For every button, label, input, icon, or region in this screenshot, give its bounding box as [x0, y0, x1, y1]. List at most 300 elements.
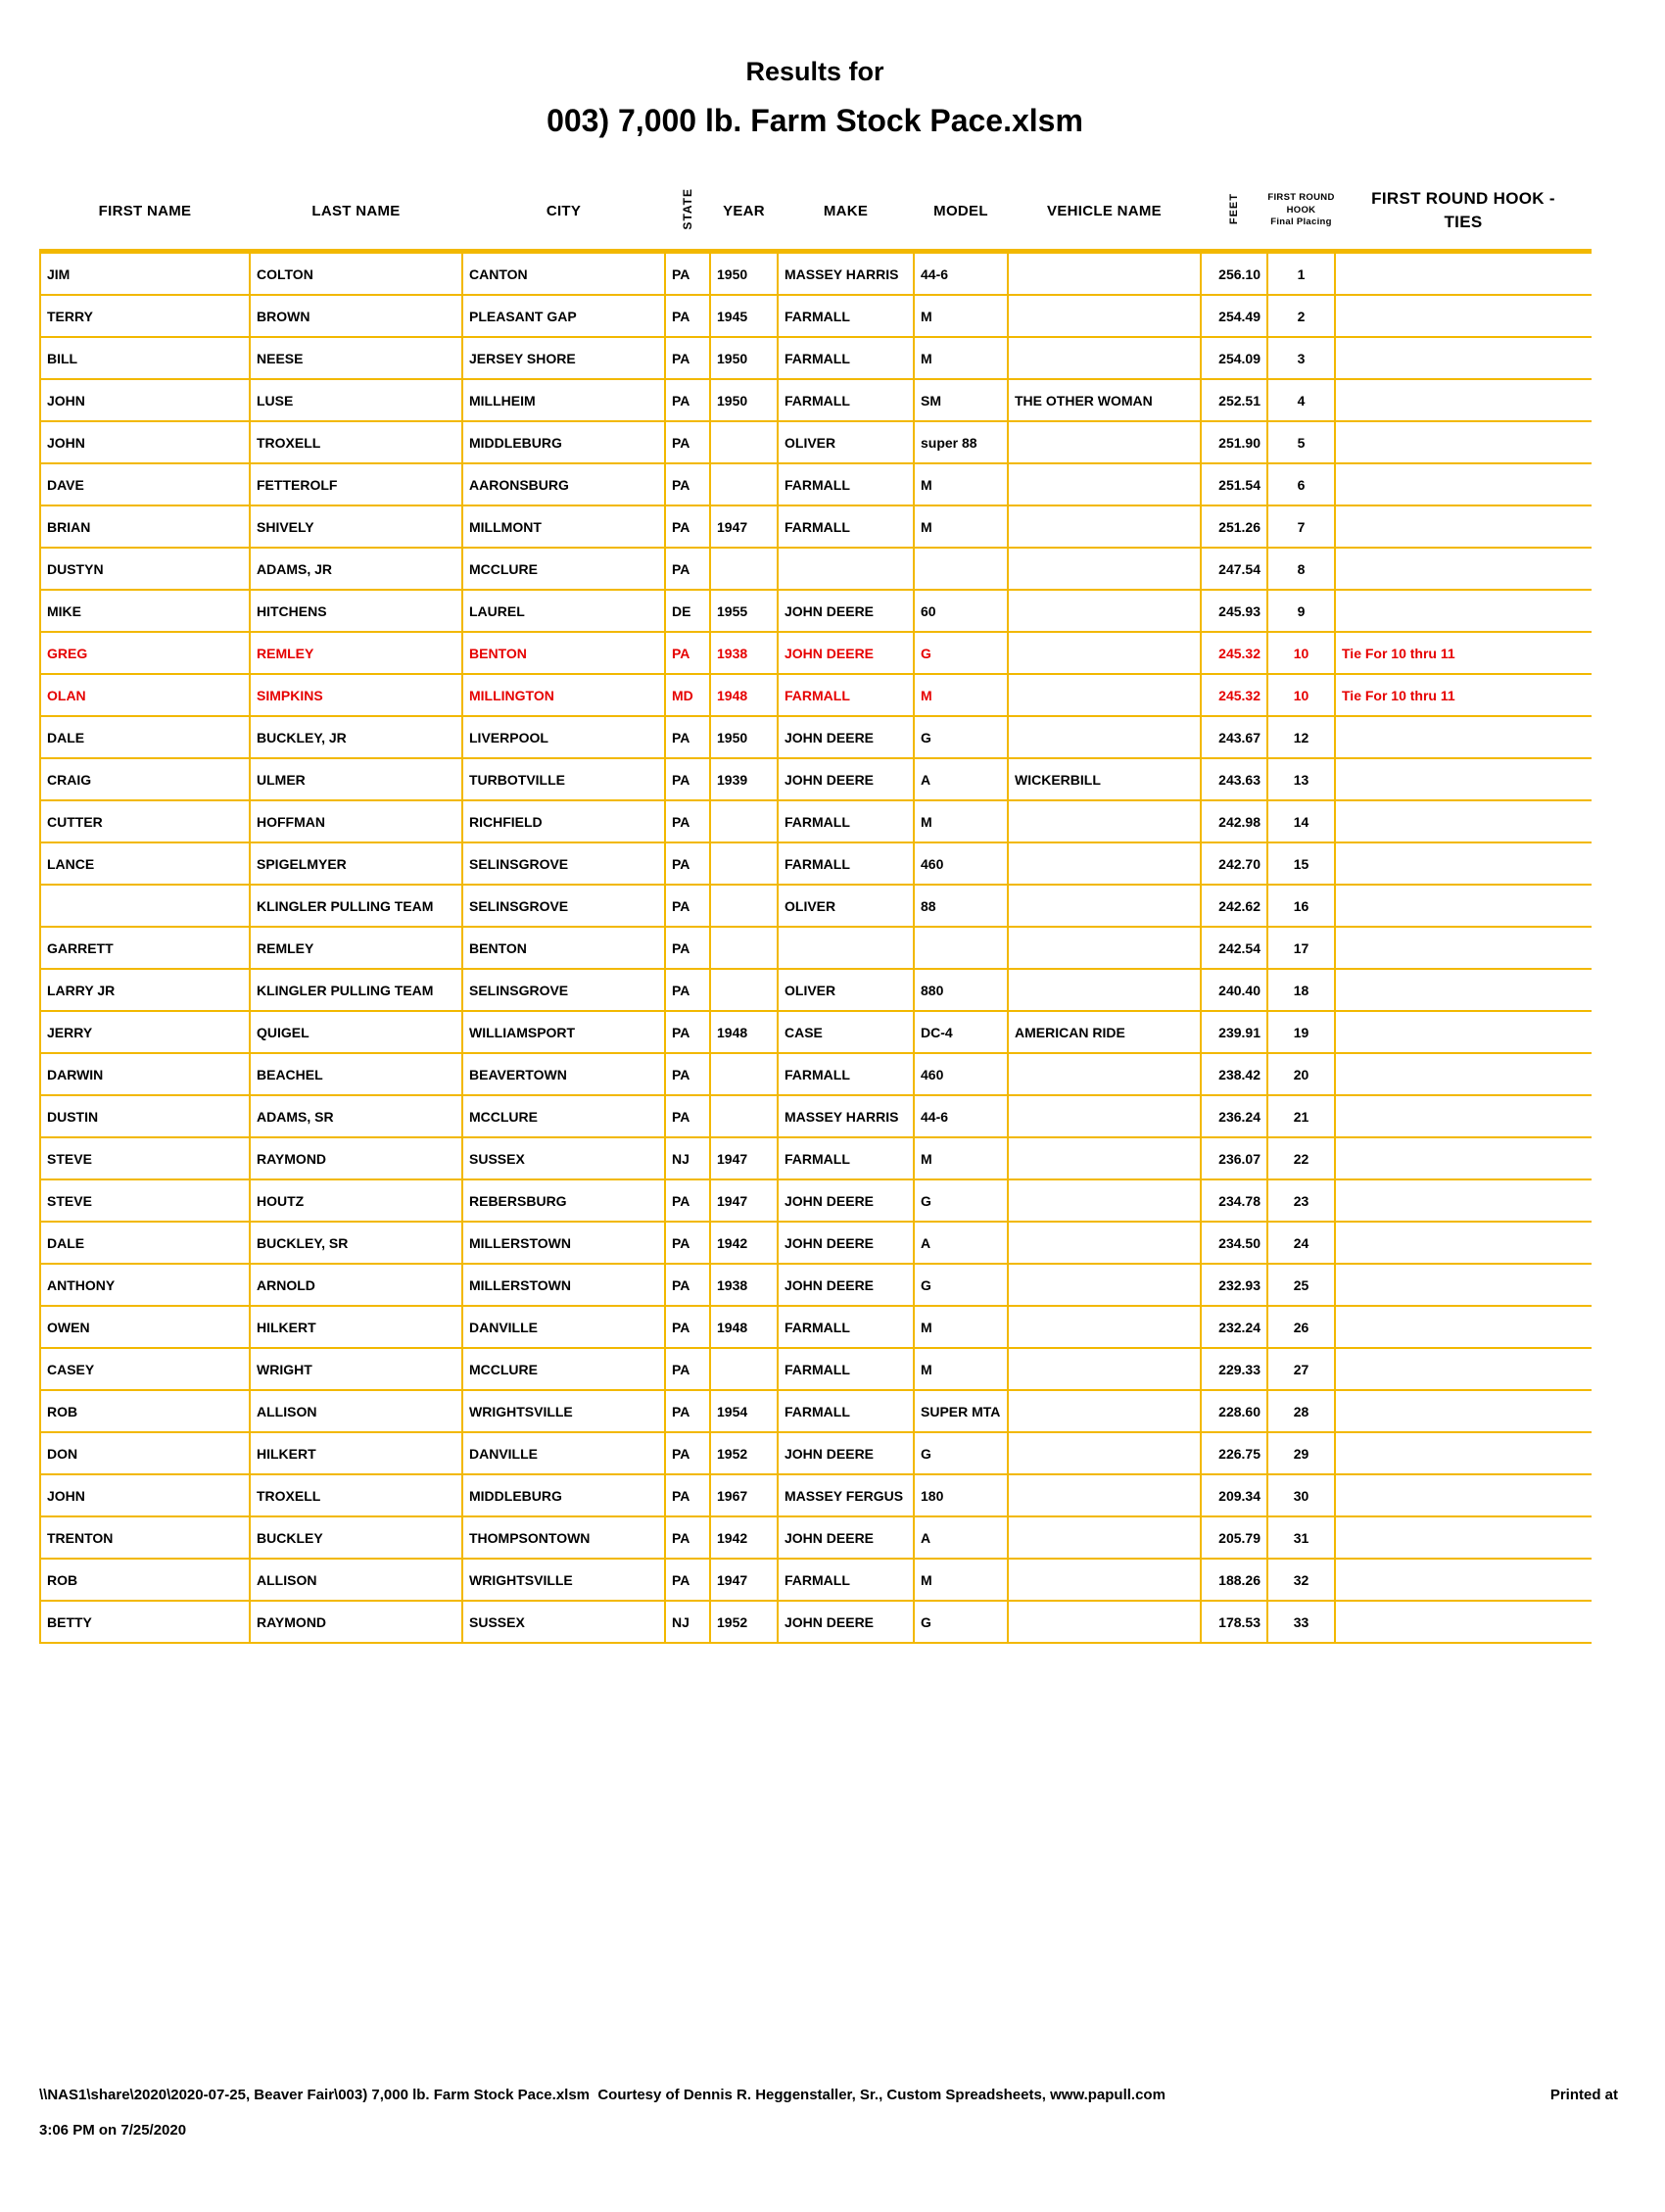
cell-make: OLIVER [778, 421, 914, 463]
cell-vehicle-name [1008, 1432, 1201, 1474]
cell-last-name: ALLISON [250, 1390, 462, 1432]
cell-city: THOMPSONTOWN [462, 1516, 665, 1559]
cell-model: G [914, 632, 1008, 674]
cell-city: SELINSGROVE [462, 969, 665, 1011]
cell-vehicle-name [1008, 337, 1201, 379]
cell-make [778, 927, 914, 969]
page-title [39, 57, 1591, 139]
cell-ties [1335, 548, 1592, 590]
table-row [40, 337, 1592, 379]
cell-model: 44-6 [914, 252, 1008, 296]
cell-final-placing: 5 [1267, 421, 1335, 463]
table-row [40, 1390, 1592, 1432]
cell-ties [1335, 1222, 1592, 1264]
cell-city: WRIGHTSVILLE [462, 1390, 665, 1432]
cell-state: PA [665, 295, 710, 337]
cell-state: MD [665, 674, 710, 716]
cell-feet: 205.79 [1201, 1516, 1267, 1559]
cell-vehicle-name [1008, 548, 1201, 590]
cell-vehicle-name [1008, 842, 1201, 885]
cell-last-name: ALLISON [250, 1559, 462, 1601]
cell-vehicle-name [1008, 1137, 1201, 1179]
cell-vehicle-name [1008, 716, 1201, 758]
cell-city: MIDDLEBURG [462, 421, 665, 463]
cell-first-name: CUTTER [40, 800, 250, 842]
cell-vehicle-name [1008, 969, 1201, 1011]
cell-city: MILLHEIM [462, 379, 665, 421]
cell-feet: 243.63 [1201, 758, 1267, 800]
cell-vehicle-name [1008, 1516, 1201, 1559]
cell-city: MCCLURE [462, 1348, 665, 1390]
cell-last-name: ADAMS, JR [250, 548, 462, 590]
cell-state: PA [665, 252, 710, 296]
cell-last-name: QUIGEL [250, 1011, 462, 1053]
cell-city: MIDDLEBURG [462, 1474, 665, 1516]
cell-final-placing: 29 [1267, 1432, 1335, 1474]
cell-city: DANVILLE [462, 1432, 665, 1474]
cell-feet: 254.49 [1201, 295, 1267, 337]
cell-year: 1948 [710, 674, 778, 716]
cell-final-placing: 2 [1267, 295, 1335, 337]
cell-first-name: DUSTYN [40, 548, 250, 590]
feet-vertical-label: FEET [1227, 192, 1240, 225]
cell-feet: 228.60 [1201, 1390, 1267, 1432]
cell-make: JOHN DEERE [778, 716, 914, 758]
cell-model: M [914, 1306, 1008, 1348]
cell-state: PA [665, 1306, 710, 1348]
cell-state: PA [665, 1179, 710, 1222]
cell-ties [1335, 295, 1592, 337]
cell-feet: 251.54 [1201, 463, 1267, 505]
cell-last-name: COLTON [250, 252, 462, 296]
cell-last-name: HILKERT [250, 1306, 462, 1348]
cell-first-name [40, 885, 250, 927]
cell-vehicle-name [1008, 252, 1201, 296]
cell-model: G [914, 716, 1008, 758]
cell-state: PA [665, 1474, 710, 1516]
cell-model: G [914, 1432, 1008, 1474]
cell-year [710, 463, 778, 505]
cell-make: FARMALL [778, 379, 914, 421]
cell-make: CASE [778, 1011, 914, 1053]
cell-year: 1942 [710, 1222, 778, 1264]
results-table [39, 172, 1592, 1644]
cell-ties [1335, 1306, 1592, 1348]
cell-feet: 238.42 [1201, 1053, 1267, 1095]
cell-vehicle-name [1008, 295, 1201, 337]
cell-first-name: DON [40, 1432, 250, 1474]
cell-final-placing: 19 [1267, 1011, 1335, 1053]
cell-ties [1335, 800, 1592, 842]
cell-year [710, 842, 778, 885]
cell-ties [1335, 842, 1592, 885]
table-row [40, 1264, 1592, 1306]
cell-ties [1335, 927, 1592, 969]
cell-first-name: ROB [40, 1390, 250, 1432]
cell-year: 1947 [710, 1559, 778, 1601]
table-row [40, 252, 1592, 296]
cell-city: SUSSEX [462, 1601, 665, 1643]
cell-last-name: HITCHENS [250, 590, 462, 632]
table-row [40, 674, 1592, 716]
cell-city: MILLERSTOWN [462, 1264, 665, 1306]
cell-first-name: GREG [40, 632, 250, 674]
cell-make: FARMALL [778, 1053, 914, 1095]
cell-make: OLIVER [778, 969, 914, 1011]
cell-last-name: BUCKLEY [250, 1516, 462, 1559]
table-row [40, 969, 1592, 1011]
cell-final-placing: 26 [1267, 1306, 1335, 1348]
cell-make: JOHN DEERE [778, 1222, 914, 1264]
cell-last-name: RAYMOND [250, 1137, 462, 1179]
cell-last-name: KLINGLER PULLING TEAM [250, 885, 462, 927]
cell-model: M [914, 505, 1008, 548]
cell-make: JOHN DEERE [778, 1432, 914, 1474]
cell-state: DE [665, 590, 710, 632]
cell-ties [1335, 1053, 1592, 1095]
cell-vehicle-name [1008, 1601, 1201, 1643]
cell-city: TURBOTVILLE [462, 758, 665, 800]
cell-ties [1335, 885, 1592, 927]
cell-year: 1947 [710, 1179, 778, 1222]
cell-make: FARMALL [778, 842, 914, 885]
cell-city: MILLINGTON [462, 674, 665, 716]
cell-first-name: TERRY [40, 295, 250, 337]
col-header-city: CITY [462, 172, 665, 252]
cell-state: PA [665, 632, 710, 674]
cell-make: JOHN DEERE [778, 590, 914, 632]
cell-feet: 239.91 [1201, 1011, 1267, 1053]
cell-model: M [914, 295, 1008, 337]
cell-first-name: JERRY [40, 1011, 250, 1053]
cell-vehicle-name [1008, 674, 1201, 716]
table-row [40, 295, 1592, 337]
cell-city: MILLMONT [462, 505, 665, 548]
cell-city: WRIGHTSVILLE [462, 1559, 665, 1601]
cell-city: MCCLURE [462, 548, 665, 590]
cell-last-name: TROXELL [250, 421, 462, 463]
cell-model: A [914, 758, 1008, 800]
cell-last-name: NEESE [250, 337, 462, 379]
cell-year: 1952 [710, 1601, 778, 1643]
table-row [40, 758, 1592, 800]
cell-ties: Tie For 10 thru 11 [1335, 632, 1592, 674]
cell-city: WILLIAMSPORT [462, 1011, 665, 1053]
cell-first-name: LANCE [40, 842, 250, 885]
cell-final-placing: 1 [1267, 252, 1335, 296]
cell-make: JOHN DEERE [778, 758, 914, 800]
cell-last-name: HOFFMAN [250, 800, 462, 842]
cell-state: PA [665, 463, 710, 505]
cell-model: G [914, 1264, 1008, 1306]
cell-city: BENTON [462, 927, 665, 969]
cell-first-name: GARRETT [40, 927, 250, 969]
cell-year [710, 969, 778, 1011]
cell-year [710, 800, 778, 842]
cell-make [778, 548, 914, 590]
cell-feet: 178.53 [1201, 1601, 1267, 1643]
cell-final-placing: 16 [1267, 885, 1335, 927]
col-header-make: MAKE [778, 172, 914, 252]
cell-vehicle-name [1008, 632, 1201, 674]
table-row [40, 548, 1592, 590]
cell-city: DANVILLE [462, 1306, 665, 1348]
cell-final-placing: 22 [1267, 1137, 1335, 1179]
cell-ties [1335, 969, 1592, 1011]
cell-make: FARMALL [778, 295, 914, 337]
cell-ties [1335, 337, 1592, 379]
cell-last-name: WRIGHT [250, 1348, 462, 1390]
cell-feet: 251.90 [1201, 421, 1267, 463]
cell-final-placing: 6 [1267, 463, 1335, 505]
cell-first-name: BETTY [40, 1601, 250, 1643]
table-row [40, 1179, 1592, 1222]
cell-vehicle-name [1008, 1348, 1201, 1390]
cell-state: PA [665, 1222, 710, 1264]
cell-last-name: SHIVELY [250, 505, 462, 548]
cell-final-placing: 17 [1267, 927, 1335, 969]
cell-state: PA [665, 1390, 710, 1432]
cell-ties [1335, 421, 1592, 463]
cell-city: AARONSBURG [462, 463, 665, 505]
cell-last-name: TROXELL [250, 1474, 462, 1516]
cell-feet: 247.54 [1201, 548, 1267, 590]
cell-model: M [914, 800, 1008, 842]
cell-last-name: ADAMS, SR [250, 1095, 462, 1137]
cell-state: PA [665, 842, 710, 885]
cell-final-placing: 10 [1267, 632, 1335, 674]
table-row [40, 1011, 1592, 1053]
cell-model: M [914, 337, 1008, 379]
cell-final-placing: 9 [1267, 590, 1335, 632]
cell-vehicle-name [1008, 1179, 1201, 1222]
col-header-first-round-hook-ties: FIRST ROUND HOOK - TIES [1335, 172, 1592, 252]
cell-model: 180 [914, 1474, 1008, 1516]
cell-vehicle-name [1008, 1306, 1201, 1348]
cell-last-name: BUCKLEY, JR [250, 716, 462, 758]
cell-make: JOHN DEERE [778, 1516, 914, 1559]
cell-ties [1335, 716, 1592, 758]
cell-make: FARMALL [778, 505, 914, 548]
cell-last-name: BROWN [250, 295, 462, 337]
cell-model: 60 [914, 590, 1008, 632]
cell-feet: 226.75 [1201, 1432, 1267, 1474]
cell-vehicle-name [1008, 421, 1201, 463]
cell-first-name: DALE [40, 716, 250, 758]
cell-state: PA [665, 1264, 710, 1306]
cell-feet: 256.10 [1201, 252, 1267, 296]
cell-last-name: FETTEROLF [250, 463, 462, 505]
cell-state: PA [665, 758, 710, 800]
cell-ties [1335, 463, 1592, 505]
cell-ties [1335, 1601, 1592, 1643]
cell-last-name: ULMER [250, 758, 462, 800]
cell-year: 1948 [710, 1011, 778, 1053]
cell-last-name: HILKERT [250, 1432, 462, 1474]
cell-state: PA [665, 1559, 710, 1601]
cell-year: 1947 [710, 505, 778, 548]
cell-year: 1938 [710, 632, 778, 674]
col-header-model: MODEL [914, 172, 1008, 252]
cell-final-placing: 28 [1267, 1390, 1335, 1432]
table-row [40, 1053, 1592, 1095]
cell-year [710, 927, 778, 969]
cell-feet: 242.98 [1201, 800, 1267, 842]
cell-model: 44-6 [914, 1095, 1008, 1137]
cell-first-name: DAVE [40, 463, 250, 505]
cell-final-placing: 25 [1267, 1264, 1335, 1306]
table-row [40, 1095, 1592, 1137]
cell-state: PA [665, 548, 710, 590]
cell-feet: 242.54 [1201, 927, 1267, 969]
cell-vehicle-name [1008, 463, 1201, 505]
cell-final-placing: 32 [1267, 1559, 1335, 1601]
cell-first-name: LARRY JR [40, 969, 250, 1011]
cell-first-name: DARWIN [40, 1053, 250, 1095]
cell-first-name: ANTHONY [40, 1264, 250, 1306]
cell-year: 1950 [710, 252, 778, 296]
cell-make: FARMALL [778, 1137, 914, 1179]
cell-make: FARMALL [778, 1390, 914, 1432]
cell-make: JOHN DEERE [778, 1264, 914, 1306]
table-row [40, 1306, 1592, 1348]
cell-make: MASSEY FERGUS [778, 1474, 914, 1516]
cell-final-placing: 15 [1267, 842, 1335, 885]
cell-vehicle-name [1008, 1390, 1201, 1432]
cell-model: DC-4 [914, 1011, 1008, 1053]
cell-final-placing: 33 [1267, 1601, 1335, 1643]
col-header-feet [1201, 172, 1267, 252]
cell-last-name: HOUTZ [250, 1179, 462, 1222]
cell-feet: 229.33 [1201, 1348, 1267, 1390]
cell-state: PA [665, 1348, 710, 1390]
cell-make: OLIVER [778, 885, 914, 927]
cell-vehicle-name [1008, 1222, 1201, 1264]
cell-final-placing: 12 [1267, 716, 1335, 758]
cell-city: LIVERPOOL [462, 716, 665, 758]
cell-last-name: KLINGLER PULLING TEAM [250, 969, 462, 1011]
cell-state: PA [665, 800, 710, 842]
cell-city: MILLERSTOWN [462, 1222, 665, 1264]
cell-first-name: JIM [40, 252, 250, 296]
cell-first-name: OLAN [40, 674, 250, 716]
cell-model: M [914, 1559, 1008, 1601]
col-header-first-name: FIRST NAME [40, 172, 250, 252]
cell-year: 1950 [710, 337, 778, 379]
cell-vehicle-name: THE OTHER WOMAN [1008, 379, 1201, 421]
table-row [40, 1137, 1592, 1179]
footer-printed-at-label: Printed at [1549, 2087, 1618, 2103]
cell-state: PA [665, 885, 710, 927]
footer-file-path: \\NAS1\share\2020\2020-07-25, Beaver Fair\003) 7,000 lb. Farm Stock Pace.xlsm Courtesy of Dennis R. Heggenstaller, Sr., Custom Spreadsheets, www.papull.com [39, 2087, 1166, 2103]
table-row [40, 1516, 1592, 1559]
cell-first-name: BRIAN [40, 505, 250, 548]
cell-year: 1938 [710, 1264, 778, 1306]
cell-vehicle-name [1008, 885, 1201, 927]
cell-final-placing: 18 [1267, 969, 1335, 1011]
cell-model: M [914, 463, 1008, 505]
cell-ties [1335, 1348, 1592, 1390]
cell-model: A [914, 1222, 1008, 1264]
cell-city: MCCLURE [462, 1095, 665, 1137]
cell-vehicle-name [1008, 800, 1201, 842]
table-row [40, 632, 1592, 674]
cell-last-name: LUSE [250, 379, 462, 421]
table-row [40, 505, 1592, 548]
table-row [40, 842, 1592, 885]
cell-first-name: MIKE [40, 590, 250, 632]
cell-year [710, 421, 778, 463]
cell-final-placing: 27 [1267, 1348, 1335, 1390]
cell-make: MASSEY HARRIS [778, 1095, 914, 1137]
cell-first-name: JOHN [40, 1474, 250, 1516]
cell-ties: Tie For 10 thru 11 [1335, 674, 1592, 716]
col-header-last-name: LAST NAME [250, 172, 462, 252]
cell-make: FARMALL [778, 800, 914, 842]
cell-feet: 252.51 [1201, 379, 1267, 421]
cell-feet: 245.93 [1201, 590, 1267, 632]
cell-vehicle-name [1008, 1264, 1201, 1306]
cell-ties [1335, 379, 1592, 421]
cell-state: PA [665, 337, 710, 379]
cell-year: 1948 [710, 1306, 778, 1348]
state-vertical-label: STATE [681, 187, 694, 230]
cell-ties [1335, 1516, 1592, 1559]
cell-state: PA [665, 379, 710, 421]
cell-feet: 245.32 [1201, 632, 1267, 674]
cell-last-name: ARNOLD [250, 1264, 462, 1306]
cell-feet: 245.32 [1201, 674, 1267, 716]
cell-model: A [914, 1516, 1008, 1559]
cell-year: 1967 [710, 1474, 778, 1516]
cell-model: 460 [914, 842, 1008, 885]
cell-ties [1335, 1559, 1592, 1601]
footer-printed-time: 3:06 PM on 7/25/2020 [39, 2122, 187, 2139]
cell-first-name: CASEY [40, 1348, 250, 1390]
cell-feet: 209.34 [1201, 1474, 1267, 1516]
cell-last-name: SPIGELMYER [250, 842, 462, 885]
cell-city: JERSEY SHORE [462, 337, 665, 379]
cell-ties [1335, 1264, 1592, 1306]
cell-ties [1335, 590, 1592, 632]
cell-first-name: DUSTIN [40, 1095, 250, 1137]
cell-last-name: BEACHEL [250, 1053, 462, 1095]
cell-state: NJ [665, 1137, 710, 1179]
cell-feet: 242.62 [1201, 885, 1267, 927]
cell-feet: 236.24 [1201, 1095, 1267, 1137]
cell-make: FARMALL [778, 1306, 914, 1348]
cell-make: FARMALL [778, 1348, 914, 1390]
cell-first-name: STEVE [40, 1179, 250, 1222]
cell-year: 1950 [710, 379, 778, 421]
cell-feet: 188.26 [1201, 1559, 1267, 1601]
cell-final-placing: 13 [1267, 758, 1335, 800]
cell-year: 1939 [710, 758, 778, 800]
cell-feet: 242.70 [1201, 842, 1267, 885]
cell-city: CANTON [462, 252, 665, 296]
cell-ties [1335, 505, 1592, 548]
cell-ties [1335, 1095, 1592, 1137]
table-row [40, 1601, 1592, 1643]
cell-state: NJ [665, 1601, 710, 1643]
cell-final-placing: 24 [1267, 1222, 1335, 1264]
col-header-first-round-hook-placing: FIRST ROUND HOOK Final Placing [1267, 172, 1335, 252]
table-row [40, 1432, 1592, 1474]
table-row [40, 1559, 1592, 1601]
cell-year: 1952 [710, 1432, 778, 1474]
cell-year [710, 1053, 778, 1095]
cell-year: 1945 [710, 295, 778, 337]
